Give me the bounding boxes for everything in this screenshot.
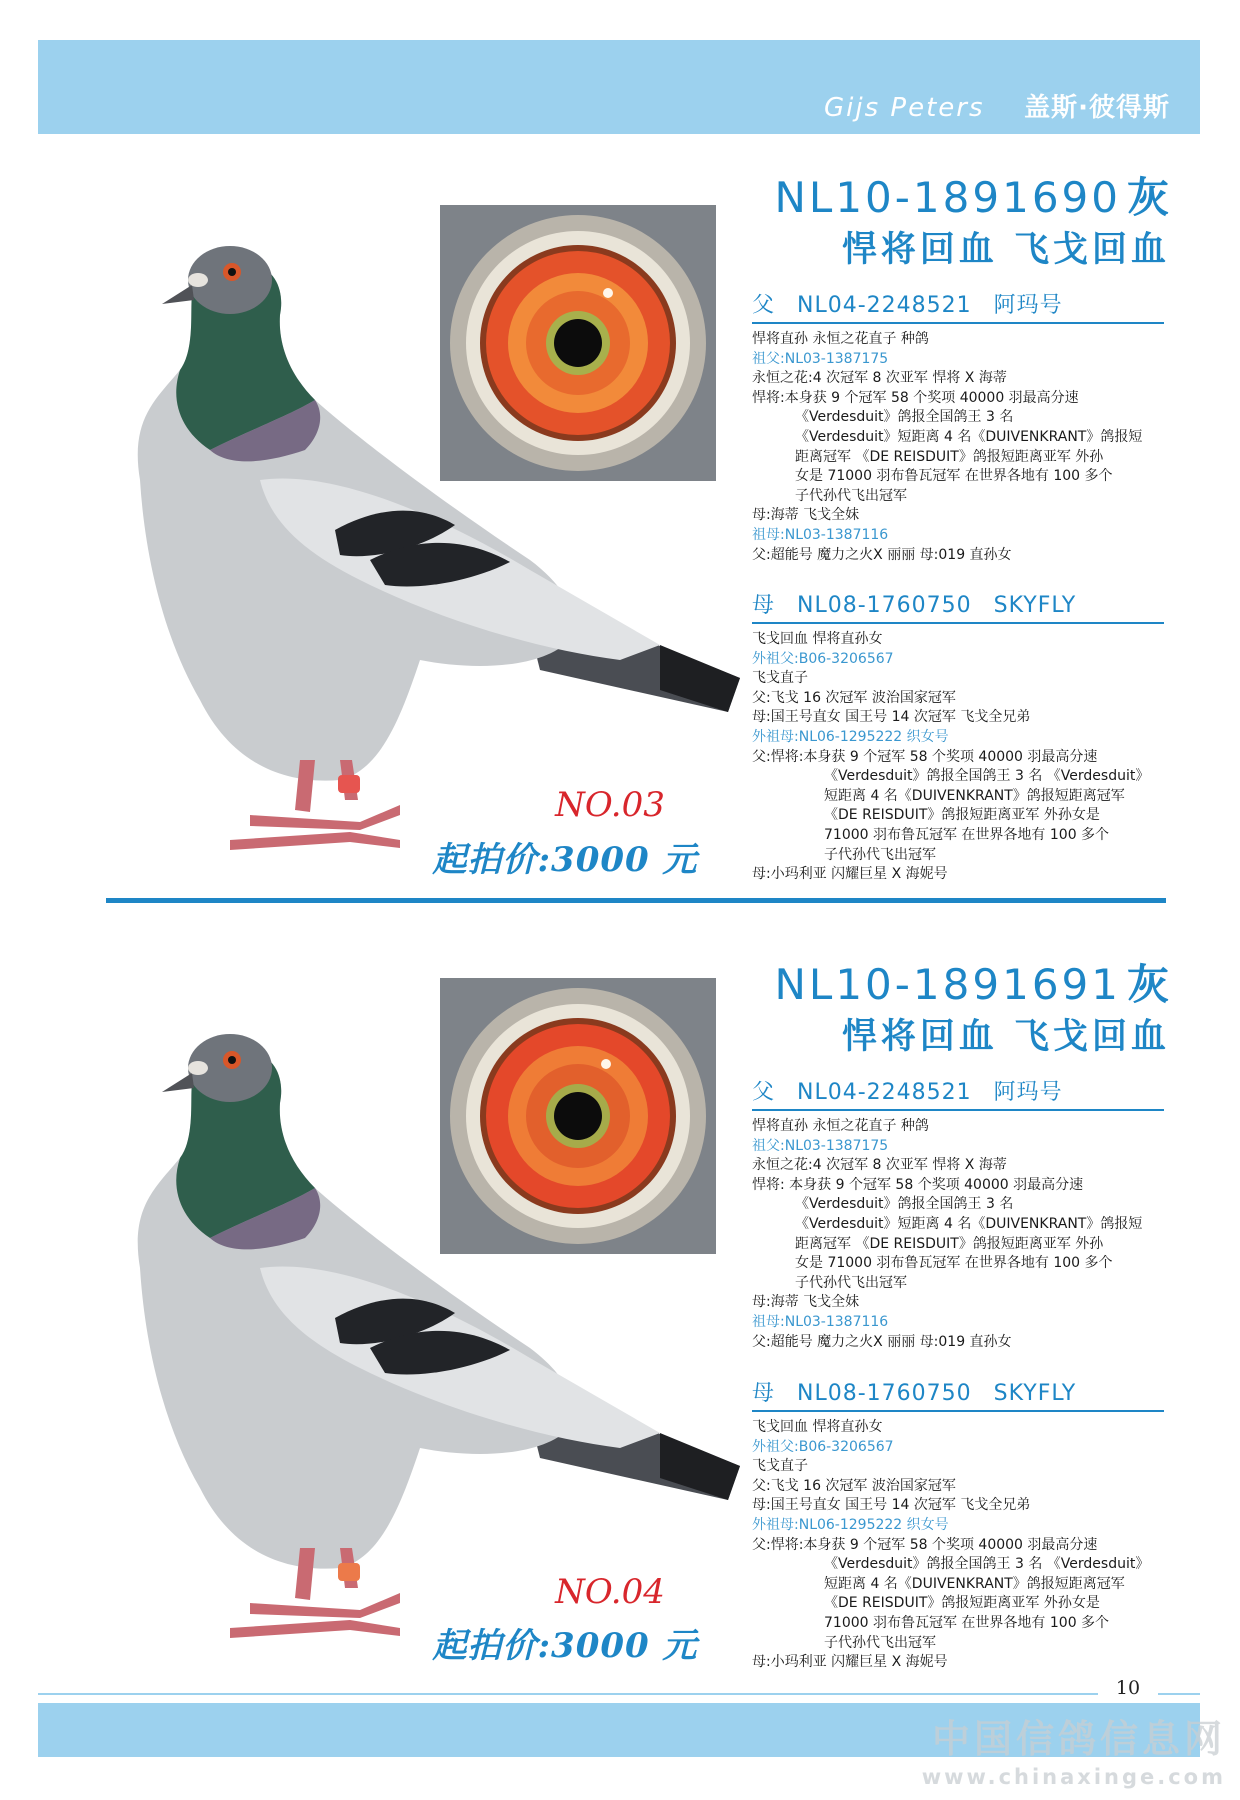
- dam-heading: [752, 588, 1164, 624]
- pedigree-line: 子代孙代飞出冠军: [795, 1274, 907, 1291]
- pedigree-line: 母:海蒂 飞戈全妹: [752, 507, 860, 524]
- footer-line: [38, 1693, 1200, 1695]
- dam-heading: [752, 1376, 1164, 1412]
- pedigree-line: 71000 羽布鲁瓦冠军 在世界各地有 100 多个: [824, 826, 1110, 843]
- pedigree-line: 《Verdesduit》鸽报全国鸽王 3 名: [795, 1196, 1014, 1213]
- breeder-name-cn: 盖斯·彼得斯: [1024, 93, 1170, 123]
- pedigree-line: 父:飞戈 16 次冠军 波治国家冠军: [752, 689, 956, 706]
- pedigree-line: 祖母:NL03-1387116: [752, 526, 889, 543]
- pedigree-line: 《Verdesduit》短距离 4 名《DUIVENKRANT》鸽报短: [795, 428, 1143, 445]
- pedigree-line: 飞戈回血 悍将直孙女: [752, 631, 883, 647]
- pedigree-line: 父:悍将:本身获 9 个冠军 58 个奖项 40000 羽最高分速: [752, 1536, 1098, 1553]
- pedigree-line: 子代孙代飞出冠军: [824, 1634, 936, 1651]
- sire-block: [752, 1075, 1164, 1352]
- dam-ring: NL08-1760750: [797, 1381, 972, 1406]
- ring-number: [775, 952, 1172, 1012]
- watermark: [922, 1708, 1226, 1789]
- eye-photo: [440, 205, 716, 481]
- dam-label: 母: [752, 593, 776, 618]
- pedigree-line: 《Verdesduit》短距离 4 名《DUIVENKRANT》鸽报短: [795, 1215, 1143, 1232]
- sire-ring: NL04-2248521: [797, 1080, 972, 1105]
- sire-name: 阿玛号: [993, 1080, 1063, 1105]
- pedigree-line: 父:超能号 魔力之火X 丽丽 母:019 直孙女: [752, 1333, 1012, 1350]
- pedigree-line: 父:飞戈 16 次冠军 波治国家冠军: [752, 1477, 956, 1494]
- pedigree-line: 悍将: 本身获 9 个冠军 58 个奖项 40000 羽最高分速: [752, 1176, 1084, 1193]
- sire-label: 父: [752, 1080, 776, 1105]
- dam-block: [752, 1376, 1164, 1673]
- pedigree-line: 《DE REISDUIT》鸽报短距离亚军 外孙女是: [824, 807, 1100, 824]
- pedigree-line: 短距离 4 名《DUIVENKRANT》鸽报短距离冠军: [824, 1575, 1125, 1592]
- pedigree-line: 子代孙代飞出冠军: [795, 487, 907, 504]
- header-title: [824, 87, 1170, 124]
- pedigree-line: 永恒之花:4 次冠军 8 次亚军 悍将 X 海蒂: [752, 1157, 1007, 1174]
- pedigree-line: 飞戈回血 悍将直孙女: [752, 1419, 883, 1435]
- dam-block: [752, 588, 1164, 885]
- lot-number: NO.03: [555, 785, 665, 825]
- pedigree-line: 《Verdesduit》鸽报全国鸽王 3 名 《Verdesduit》: [824, 1556, 1150, 1573]
- page-number: 10: [1098, 1677, 1158, 1699]
- bloodline-title: 悍将回血 飞戈回血: [841, 1017, 1170, 1057]
- pedigree-line: 距离冠军 《DE REISDUIT》鸽报短距离亚军 外孙: [795, 1235, 1104, 1252]
- pedigree-line: 外祖母:NL06-1295222 织女号: [752, 1516, 949, 1533]
- pedigree-line: 永恒之花:4 次冠军 8 次亚军 悍将 X 海蒂: [752, 370, 1007, 387]
- pedigree-line: 悍将直孙 永恒之花直子 种鸽: [752, 1118, 929, 1134]
- header-band: [38, 40, 1200, 134]
- pedigree-line: 母:小玛利亚 闪耀巨星 X 海妮号: [752, 866, 948, 883]
- pedigree-line: 父:超能号 魔力之火X 丽丽 母:019 直孙女: [752, 546, 1012, 563]
- sire-heading: [752, 1075, 1164, 1111]
- pedigree-line: 《Verdesduit》鸽报全国鸽王 3 名 《Verdesduit》: [824, 768, 1150, 785]
- watermark-site-name: 中国信鸽信息网: [931, 1717, 1226, 1761]
- starting-price: 起拍价:3000 元: [432, 1626, 698, 1666]
- ring-number-text: NL10-1891690: [774, 173, 1121, 222]
- bloodline-title: 悍将回血 飞戈回血: [841, 230, 1170, 270]
- pedigree-line: 祖父:NL03-1387175: [752, 350, 889, 367]
- dam-label: 母: [752, 1381, 776, 1406]
- pedigree-line: 距离冠军 《DE REISDUIT》鸽报短距离亚军 外孙: [795, 448, 1104, 465]
- ring-number-text: NL10-1891691: [774, 960, 1121, 1009]
- lot-section: [0, 928, 1240, 1688]
- pedigree-line: 女是 71000 羽布鲁瓦冠军 在世界各地有 100 多个: [795, 468, 1113, 485]
- sire-label: 父: [752, 293, 776, 318]
- dam-name: SKYFLY: [993, 1381, 1077, 1406]
- plumage-color: 灰: [1126, 960, 1172, 1009]
- breeder-name-latin: Gijs Peters: [824, 93, 985, 123]
- pedigree-line: 短距离 4 名《DUIVENKRANT》鸽报短距离冠军: [824, 787, 1125, 804]
- section-divider: [106, 898, 1166, 903]
- dam-name: SKYFLY: [993, 593, 1077, 618]
- plumage-color: 灰: [1126, 173, 1172, 222]
- pedigree-line: 71000 羽布鲁瓦冠军 在世界各地有 100 多个: [824, 1614, 1110, 1631]
- pedigree-line: 《Verdesduit》鸽报全国鸽王 3 名: [795, 409, 1014, 426]
- pedigree-line: 飞戈直子: [752, 1458, 808, 1475]
- pedigree-line: 《DE REISDUIT》鸽报短距离亚军 外孙女是: [824, 1595, 1100, 1612]
- starting-price: 起拍价:3000 元: [432, 840, 698, 880]
- eye-photo: [440, 978, 716, 1254]
- watermark-url: www.chinaxinge.com: [921, 1765, 1226, 1789]
- pedigree-line: 悍将直孙 永恒之花直子 种鸽: [752, 331, 929, 347]
- dam-ring: NL08-1760750: [797, 593, 972, 618]
- sire-name: 阿玛号: [993, 293, 1063, 318]
- pedigree-line: 母:海蒂 飞戈全妹: [752, 1294, 860, 1311]
- pedigree-line: 女是 71000 羽布鲁瓦冠军 在世界各地有 100 多个: [795, 1255, 1113, 1272]
- pedigree-line: 飞戈直子: [752, 670, 808, 687]
- pedigree-line: 外祖父:B06-3206567: [752, 650, 894, 667]
- lot-section: [0, 140, 1240, 900]
- pedigree-line: 外祖母:NL06-1295222 织女号: [752, 728, 949, 745]
- sire-heading: [752, 288, 1164, 324]
- lot-number: NO.04: [555, 1572, 665, 1612]
- pedigree-line: 祖母:NL03-1387116: [752, 1313, 889, 1330]
- pedigree-line: 子代孙代飞出冠军: [824, 846, 936, 863]
- pedigree-line: 祖父:NL03-1387175: [752, 1137, 889, 1154]
- sire-block: [752, 288, 1164, 565]
- ring-number: [775, 165, 1172, 225]
- pedigree-line: 父:悍将:本身获 9 个冠军 58 个奖项 40000 羽最高分速: [752, 748, 1098, 765]
- sire-ring: NL04-2248521: [797, 293, 972, 318]
- pedigree-line: 外祖父:B06-3206567: [752, 1438, 894, 1455]
- pedigree-line: 母:国王号直女 国王号 14 次冠军 飞戈全兄弟: [752, 709, 1031, 726]
- pedigree-line: 母:国王号直女 国王号 14 次冠军 飞戈全兄弟: [752, 1497, 1031, 1514]
- pedigree-line: 悍将:本身获 9 个冠军 58 个奖项 40000 羽最高分速: [752, 389, 1079, 406]
- pedigree-line: 母:小玛利亚 闪耀巨星 X 海妮号: [752, 1654, 948, 1671]
